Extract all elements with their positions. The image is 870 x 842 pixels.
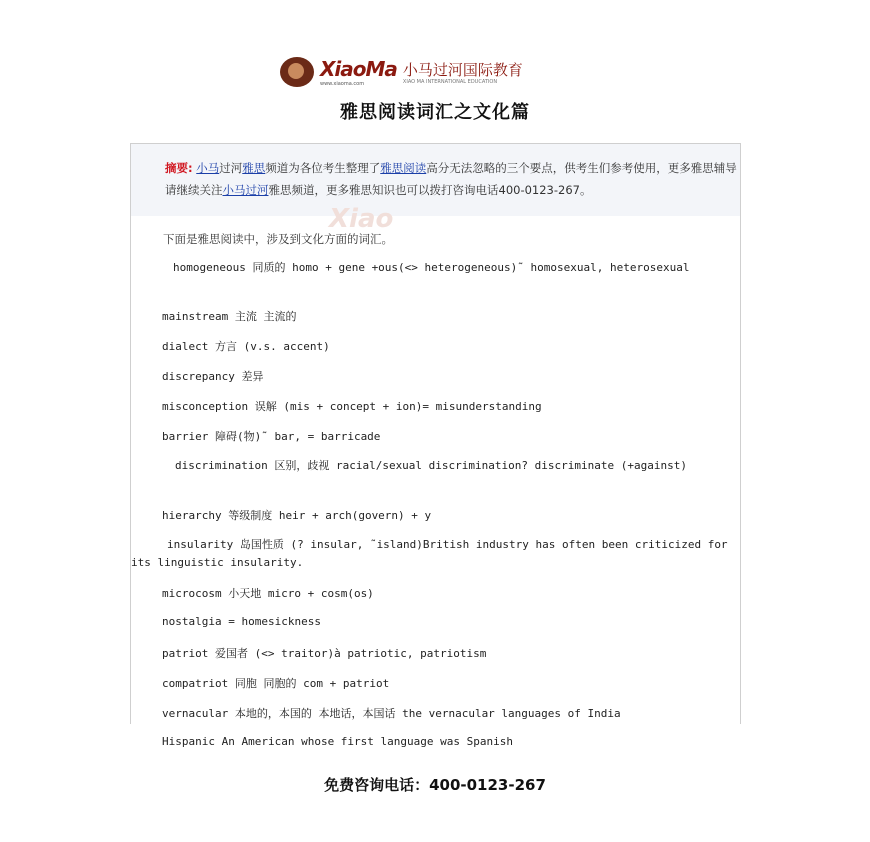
page-title: 雅思阅读词汇之文化篇 <box>340 102 530 123</box>
vocab-entry: hierarchy 等级制度 heir + arch(govern) + y <box>162 509 432 522</box>
vocab-entry: vernacular 本地的，本国的 本地话，本国话 the vernacular languages of India <box>162 707 621 720</box>
vocab-entry: barrier 障碍(物)˜ bar, = barricade <box>162 430 381 443</box>
vocab-entry: nostalgia = homesickness <box>162 615 321 628</box>
vocab-entry: discrimination 区别，歧视 racial/sexual discrimination? discriminate (+against) <box>175 459 687 472</box>
vocab-entry: dialect 方言 (v.s. accent) <box>162 340 330 353</box>
vocab-entry: discrepancy 差异 <box>162 370 264 383</box>
horse-logo-icon <box>280 57 314 87</box>
abstract-box <box>131 144 740 216</box>
logo <box>280 55 523 89</box>
content-panel <box>130 143 741 748</box>
abstract-label: 摘要: <box>165 161 193 175</box>
vocab-entry: homogeneous 同质的 homo + gene +ous(<> heterogeneous)˜ homosexual, heterosexual <box>173 261 690 274</box>
abstract-seg: 雅思频道，更多雅思知识也可以拨打咨询电话400-0123-267。 <box>268 183 592 197</box>
vocab-entry: mainstream 主流 主流的 <box>162 310 297 323</box>
abstract-seg: 频道为各位考生整理了 <box>265 161 381 175</box>
abstract-seg: 高分无法忽略的三个要点，供考生们参考使用，更多雅思辅导请继续关注 <box>165 161 737 197</box>
vocab-entry: patriot 爱国者 (<> traitor)à patriotic, patriotism <box>162 647 487 660</box>
abstract-seg: 过河 <box>219 161 243 175</box>
vocab-entry: misconception 误解 (mis + concept + ion)= misunderstanding <box>162 400 542 413</box>
link-xiaoma[interactable]: 小马 <box>196 161 220 175</box>
logo-english: XiaoMa www.xiaoma.com <box>320 57 397 87</box>
vocab-entry: Hispanic An American whose first language was Spanish <box>162 735 513 748</box>
vocab-entry: microcosm 小天地 micro + cosm(os) <box>162 587 374 600</box>
vocab-entry: compatriot 同胞 同胞的 com + patriot <box>162 677 390 690</box>
link-ielts-reading[interactable]: 雅思阅读 <box>380 161 427 175</box>
intro-text: 下面是雅思阅读中，涉及到文化方面的词汇。 <box>163 232 393 246</box>
link-ielts[interactable]: 雅思 <box>242 161 266 175</box>
link-xiaoma-guohe[interactable]: 小马过河 <box>222 183 269 197</box>
footer-hotline: 免费咨询电话：400-0123-267 <box>324 776 546 794</box>
abstract-text <box>165 157 740 201</box>
vocab-entry: insularity 岛国性质 (? insular, ˜island)British industry has often been criticized for its linguistic insularity. <box>131 538 728 569</box>
watermark: Xiao <box>329 204 394 234</box>
logo-chinese: 小马过河国际教育 XIAO MA INTERNATIONAL EDUCATION <box>402 61 523 85</box>
